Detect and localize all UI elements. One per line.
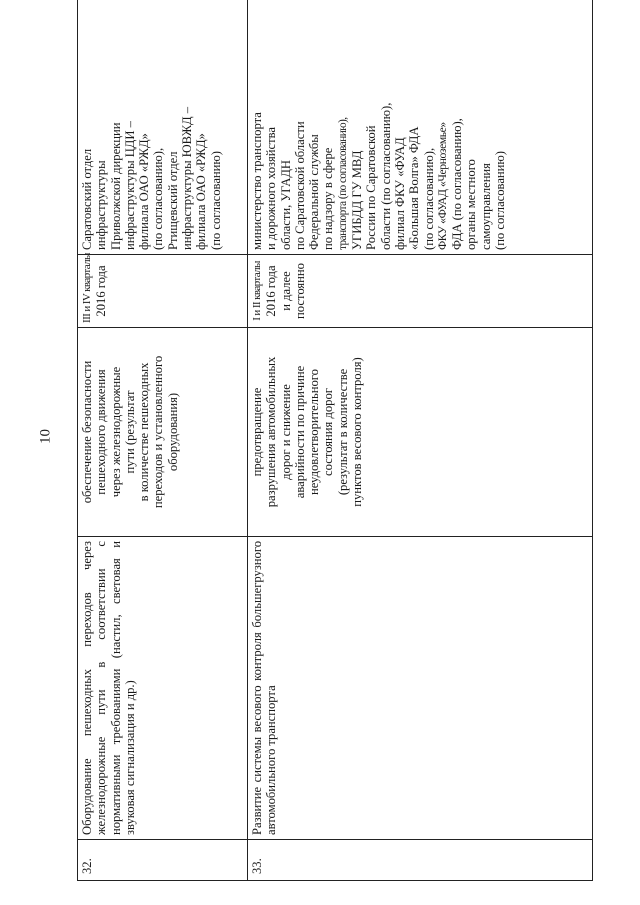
row-number: 32.	[78, 840, 248, 881]
executor-line: Федеральной службы	[307, 134, 322, 250]
executor-line: Саратовский отдел	[80, 148, 94, 250]
executor-line: УГИБДД ГУ МВД	[350, 150, 365, 250]
result-line: переходов и установленного	[151, 355, 166, 509]
executor-line: Ртищевский отдел	[165, 151, 180, 250]
result-line: оборудования)	[165, 392, 180, 472]
executor-line: министерство транспорта	[250, 112, 264, 250]
executor-line: инфраструктуры	[94, 160, 109, 250]
result-line: через железнодорожные	[108, 366, 123, 498]
measures-table	[77, 0, 593, 881]
result-line: предотвращение	[250, 387, 264, 477]
result-line: состояния дорог	[321, 388, 336, 476]
executor-line: по Саратовской области	[292, 121, 307, 250]
result-line: разрушения автомобильных	[264, 356, 279, 508]
executor-line: филиал ФКУ «ФУАД	[392, 137, 407, 250]
executor-line: филиала ОАО «РЖД»	[194, 133, 209, 250]
executor-line: (по согласованию),	[151, 147, 166, 250]
term-cell	[248, 255, 593, 328]
executor-line: транспорта (по согласованию),	[336, 117, 349, 250]
executor-line: инфраструктуры ЮВЖД –	[180, 106, 195, 250]
executor-line: (по согласованию)	[493, 150, 508, 250]
table-row	[78, 0, 248, 881]
term-cell	[78, 255, 248, 328]
executor-line: и дорожного хозяйства	[264, 127, 279, 250]
result-cell	[248, 328, 593, 537]
term-line: I и II кварталы	[251, 261, 263, 321]
rotated-table-container	[77, 36, 590, 881]
row-number: 33.	[248, 840, 593, 881]
result-line: пешеходного движения	[94, 369, 109, 495]
executor-line: органы местного	[464, 159, 479, 250]
page-number: 10	[37, 429, 54, 444]
term-line: постоянно	[292, 263, 307, 319]
result-line: аварийности по причине	[292, 365, 307, 499]
executor-line: области (по согласованию),	[378, 102, 393, 250]
executor-line: ФКУ «ФУАД «Черноземье»	[435, 122, 449, 250]
executor-line: филиала ОАО «РЖД»	[137, 133, 152, 250]
result-line: дорог и снижение	[278, 384, 293, 480]
executor-cell	[78, 0, 248, 255]
term-line: 2016 года	[264, 265, 279, 317]
term-line: 2016 года	[94, 265, 109, 317]
executor-line: Приволжской дирекции	[108, 122, 123, 250]
result-cell	[78, 328, 248, 537]
result-line: пунктов весового контроля)	[350, 357, 365, 507]
result-line: неудовлетворительного	[307, 369, 322, 495]
executor-line: области, УГАДН	[278, 159, 293, 250]
result-line: в количестве пешеходных	[137, 362, 152, 502]
term-line: и далее	[278, 271, 293, 311]
executor-line: (по согласованию)	[208, 150, 223, 250]
result-line: пути (результат	[122, 390, 137, 474]
result-line: (результат в количестве	[335, 368, 350, 496]
executor-line: самоуправления	[478, 163, 493, 250]
result-line: обеспечение безопасности	[80, 360, 94, 504]
activity-cell: Оборудование пешеходных переходов через железнодорожные пути в соответствии с нормативными требованиями (настил, световая и звуковая сигнализация и др.)	[78, 537, 248, 840]
executor-cell	[248, 0, 593, 255]
executor-line: ФДА (по согласованию),	[450, 118, 465, 250]
executor-line: «Большая Волга» ФДА	[407, 126, 422, 250]
executor-line: инфраструктуры ЦДИ –	[122, 121, 137, 250]
executor-line: России по Саратовской	[364, 125, 379, 250]
table-row	[248, 0, 593, 881]
executor-line: (по согласованию),	[421, 147, 436, 250]
executor-line: по надзору в сфере	[321, 147, 336, 250]
activity-cell: Развитие системы весового контроля большегрузного автомобильного транспорта	[248, 537, 593, 840]
term-line: III и IV кварталы	[81, 253, 93, 323]
